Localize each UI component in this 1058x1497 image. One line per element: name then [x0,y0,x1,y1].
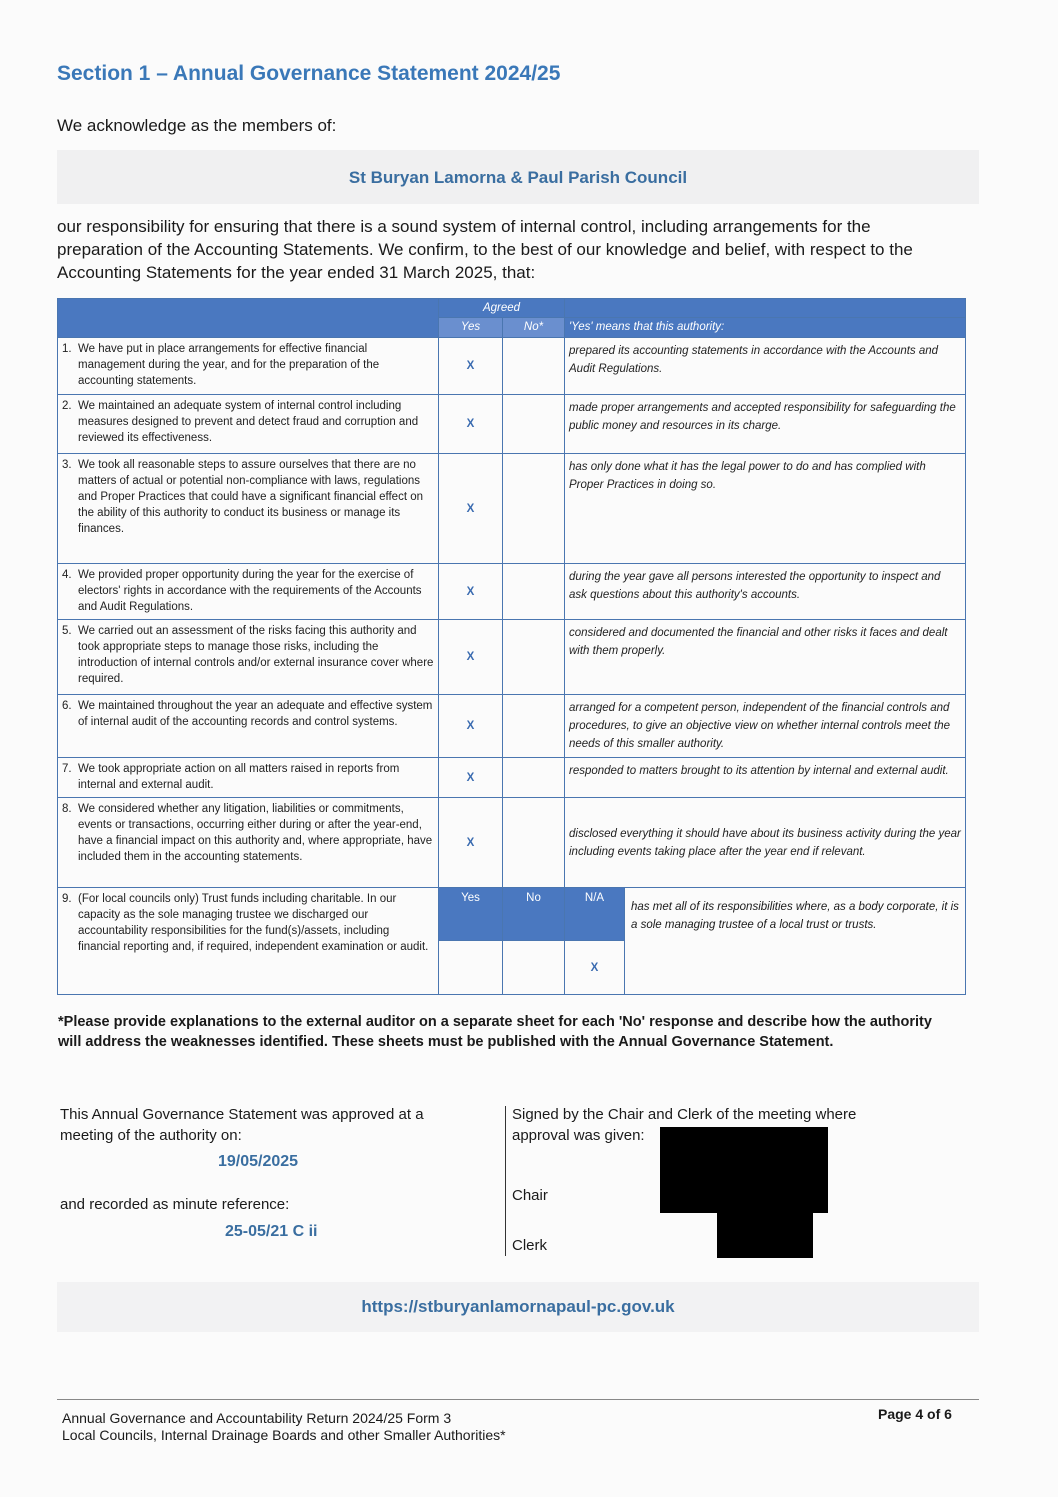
row-number: 1. [62,343,72,355]
table-row [58,395,966,454]
footer-subtitle: Local Councils, Internal Drainage Boards and other Smaller Authorities* [62,1427,506,1443]
statement-text: We maintained throughout the year an adequate and effective system of internal audit of the accounting records and control systems. [78,700,433,728]
no-cell [503,941,565,995]
statement-text: We provided proper opportunity during the year for the exercise of electors' rights in accordance with the requirements of the Accounts and Audit Regulations. [78,569,422,613]
statement-cell [58,620,439,695]
table-header-blank [58,299,439,338]
no-cell [503,758,565,798]
row-number: 7. [62,763,72,775]
row-number: 9. [62,893,72,905]
governance-table [57,298,966,995]
yes-label-cell: Yes [439,888,503,941]
signature-divider [505,1106,506,1256]
row-number: 3. [62,459,72,471]
means-cell: during the year gave all persons interested the opportunity to inspect and ask questions about this authority's accounts. [565,564,966,620]
chair-label: Chair [512,1187,548,1204]
means-header: 'Yes' means that this authority: [565,318,966,338]
agreed-header: Agreed [439,299,565,318]
no-cell [503,395,565,454]
na-cell: X [565,941,625,995]
yes-cell: X [439,454,503,564]
yes-cell: X [439,564,503,620]
statement-text: We took all reasonable steps to assure ourselves that there are no matters of actual or potential non-compliance with laws, regulations and Proper Practices that could have a significant financial effect on the ability of this authority to conduct its business or manage its finances. [78,459,423,535]
means-cell: has met all of its responsibilities where, as a body corporate, it is a sole managing trustee of a local trust or trusts. [625,888,966,995]
table-row [58,758,966,798]
table-header-spacer [565,299,966,318]
table-row [58,695,966,758]
page-number: Page 4 of 6 [878,1406,952,1422]
no-header: No* [503,318,565,338]
no-cell [503,338,565,395]
statement-cell [58,395,439,454]
website-box [57,1282,979,1332]
intro-paragraph: our responsibility for ensuring that there is a sound system of internal control, including arrangements for the preparation of the Accounting Statements. We confirm, to the best of our knowledge and belief, with respect to the Accounting Statements for the year ended 31 March 2025, that: [57,217,913,282]
means-cell: prepared its accounting statements in accordance with the Accounts and Audit Regulations. [565,338,966,395]
yes-cell: X [439,620,503,695]
statement-text: We considered whether any litigation, liabilities or commitments, events or transactions, occurring either during or after the year-end, have a financial impact on this authority and, where appropriate, have included them in the accounting statements. [78,803,433,863]
acknowledge-text: We acknowledge as the members of: [57,116,337,135]
footer-form-title: Annual Governance and Accountability Return 2024/25 Form 3 [62,1410,452,1426]
no-cell [503,454,565,564]
yes-cell: X [439,758,503,798]
table-row [58,798,966,888]
yes-cell: X [439,695,503,758]
yes-cell: X [439,395,503,454]
no-cell [503,620,565,695]
no-cell [503,564,565,620]
statement-cell [58,695,439,758]
footer-divider [57,1399,979,1400]
row-number: 4. [62,569,72,581]
table-row [58,620,966,695]
council-name: St Buryan Lamorna & Paul Parish Council [348,168,688,187]
statement-cell [58,454,439,564]
row-number: 2. [62,400,72,412]
statement-text: We maintained an adequate system of internal control including measures designed to prevent and detect fraud and corruption and reviewed its effectiveness. [78,400,419,444]
table-row [58,564,966,620]
row-number: 8. [62,803,72,815]
recorded-text: and recorded as minute reference: [60,1196,290,1213]
approved-text: This Annual Governance Statement was approved at a meeting of the authority on: [60,1106,424,1144]
statement-cell [58,338,439,395]
council-name-box [57,150,979,204]
no-cell [503,798,565,888]
table-row [58,888,966,941]
website-url: https://stburyanlamornapaul-pc.gov.uk [361,1297,675,1316]
yes-cell [439,941,503,995]
means-cell: responded to matters brought to its attention by internal and external audit. [565,758,966,798]
no-label-cell: No [503,888,565,941]
table-row [58,338,966,395]
means-cell: has only done what it has the legal power to do and has complied with Proper Practices in doing so. [565,454,966,564]
page-title: Section 1 – Annual Governance Statement 2024/25 [57,62,561,85]
approval-date: 19/05/2025 [218,1153,299,1170]
yes-cell: X [439,798,503,888]
statement-cell [58,798,439,888]
row-number: 5. [62,625,72,637]
statement-text: We took appropriate action on all matters raised in reports from internal and external audit. [78,763,400,791]
table-row [58,454,966,564]
auditor-note: *Please provide explanations to the external auditor on a separate sheet for each 'No' response and describe how the authority will address the weaknesses identified. These sheets must be published with the Annual Governance Statement. [58,1014,932,1050]
chair-signature-redaction [660,1127,828,1213]
means-cell: disclosed everything it should have about its business activity during the year including events taking place after the year end if relevant. [565,798,966,888]
means-cell: made proper arrangements and accepted responsibility for safeguarding the public money and resources in its charge. [565,395,966,454]
statement-cell [58,888,439,995]
row-number: 6. [62,700,72,712]
statement-cell [58,564,439,620]
no-cell [503,695,565,758]
statement-text: (For local councils only) Trust funds including charitable. In our capacity as the sole managing trustee we discharged our accountability responsibilities for the fund(s)/assets, including financial reporting and, if required, independent examination or audit. [78,893,429,953]
signed-text: Signed by the Chair and Clerk of the meeting where approval was given: [512,1106,857,1144]
clerk-label: Clerk [512,1237,548,1254]
yes-header: Yes [439,318,503,338]
na-label-cell: N/A [565,888,625,941]
statement-text: We carried out an assessment of the risks facing this authority and took appropriate steps to manage those risks, including the introduction of internal controls and/or external insurance cover where required. [78,625,434,685]
statement-text: We have put in place arrangements for effective financial management during the year, and for the preparation of the accounting statements. [78,343,380,387]
means-cell: arranged for a competent person, independent of the financial controls and procedures, to give an objective view on whether internal controls meet the needs of this smaller authority. [565,695,966,758]
statement-cell [58,758,439,798]
minute-reference: 25-05/21 C ii [225,1223,318,1240]
means-cell: considered and documented the financial and other risks it faces and dealt with them properly. [565,620,966,695]
clerk-signature-redaction [717,1213,813,1258]
yes-cell: X [439,338,503,395]
